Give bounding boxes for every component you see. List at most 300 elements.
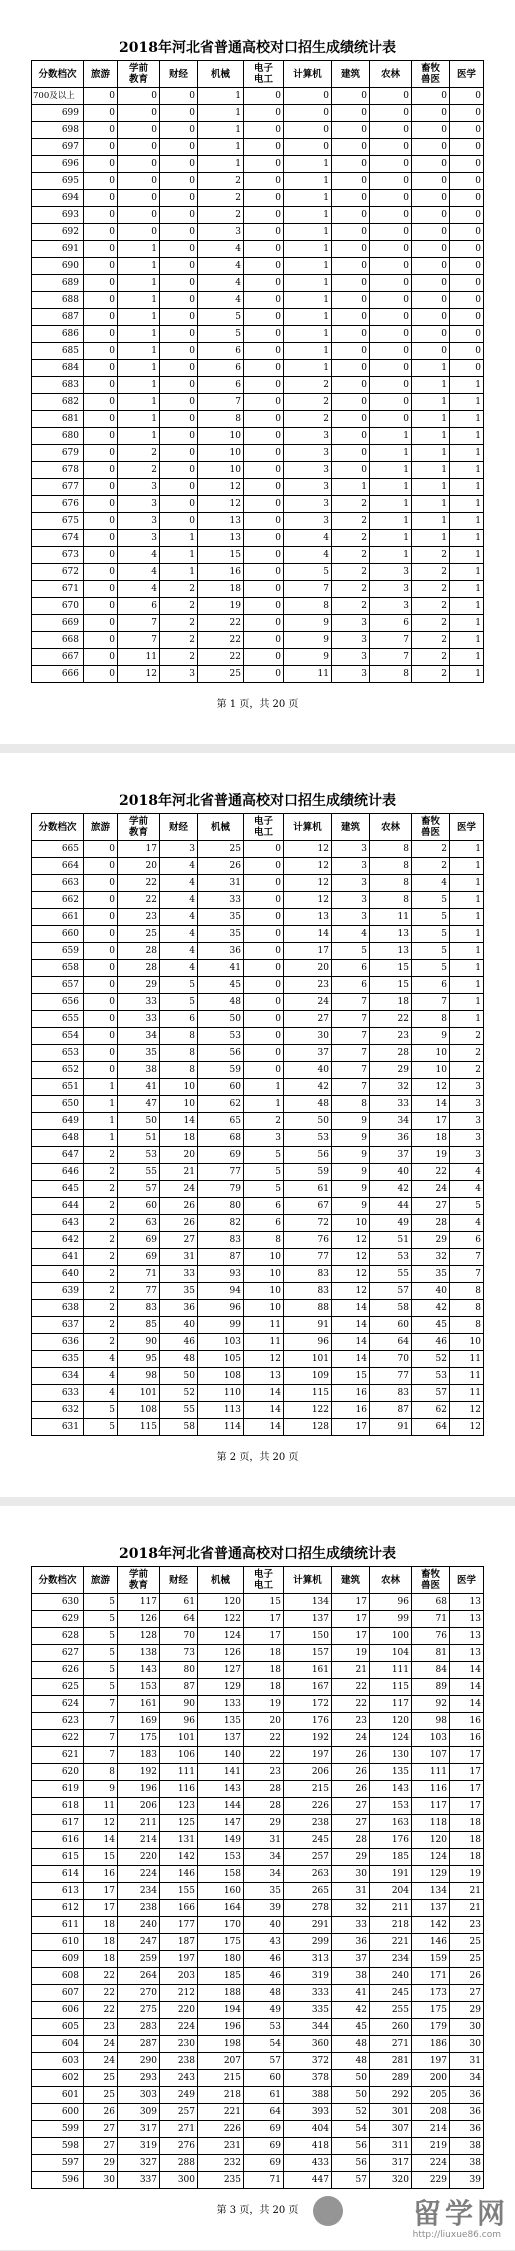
count-cell: 8 [370,841,412,858]
count-cell: 71 [244,2172,284,2189]
count-cell: 26 [84,2104,118,2121]
count-cell: 16 [332,1385,370,1402]
count-cell: 4 [160,875,198,892]
count-cell: 1 [84,1079,118,1096]
score-cell: 684 [32,360,84,377]
count-cell: 138 [118,1645,160,1662]
score-cell: 608 [32,1968,84,1985]
count-cell: 0 [84,173,118,190]
table-row [32,428,484,445]
count-cell: 159 [412,1951,450,1968]
count-cell: 7 [450,1249,484,1266]
score-table [31,813,484,1436]
count-cell: 6 [198,377,244,394]
count-cell: 29 [244,1815,284,1832]
score-cell: 651 [32,1079,84,1096]
table-row [32,190,484,207]
count-cell: 0 [412,156,450,173]
table-row [32,2155,484,2172]
count-cell: 37 [284,1045,332,1062]
table-row [32,1198,484,1215]
page-title: 2018年河北省普通高校对口招生成绩统计表 [119,1546,396,1562]
score-cell: 657 [32,977,84,994]
count-cell: 1 [160,564,198,581]
count-cell: 3 [284,462,332,479]
count-cell: 50 [198,1011,244,1028]
count-cell: 3 [450,1130,484,1147]
count-cell: 0 [412,309,450,326]
count-cell: 36 [198,943,244,960]
count-cell: 360 [284,2036,332,2053]
document-page [0,753,515,1497]
count-cell: 275 [118,2002,160,2019]
count-cell: 61 [284,1181,332,1198]
table-row [32,1764,484,1781]
count-cell: 0 [370,258,412,275]
count-cell: 61 [244,2087,284,2104]
count-cell: 0 [84,892,118,909]
count-cell: 0 [244,139,284,156]
count-cell: 158 [198,1866,244,1883]
count-cell: 20 [284,960,332,977]
table-row [32,2138,484,2155]
count-cell: 58 [370,1300,412,1317]
count-cell: 36 [450,2087,484,2104]
count-cell: 288 [160,2155,198,2172]
count-cell: 5 [450,1198,484,1215]
count-cell: 5 [84,1594,118,1611]
count-cell: 5 [284,564,332,581]
count-cell: 100 [370,1628,412,1645]
count-cell: 41 [198,960,244,977]
count-cell: 18 [84,1951,118,1968]
score-cell: 643 [32,1215,84,1232]
count-cell: 82 [198,1215,244,1232]
count-cell: 247 [118,1934,160,1951]
count-cell: 0 [84,858,118,875]
count-cell: 59 [284,1164,332,1181]
column-header: 计算机 [284,1567,332,1594]
count-cell: 14 [450,1679,484,1696]
count-cell: 4 [160,909,198,926]
count-cell: 0 [332,343,370,360]
count-cell: 319 [284,1968,332,1985]
table-row [32,841,484,858]
score-cell: 632 [32,1402,84,1419]
count-cell: 29 [370,1062,412,1079]
count-cell: 183 [118,1747,160,1764]
count-cell: 265 [284,1883,332,1900]
count-cell: 60 [118,1198,160,1215]
score-cell: 656 [32,994,84,1011]
count-cell: 87 [160,1679,198,1696]
count-cell: 0 [332,139,370,156]
count-cell: 28 [118,960,160,977]
table-row [32,858,484,875]
score-cell: 670 [32,598,84,615]
count-cell: 36 [160,1300,198,1317]
count-cell: 447 [284,2172,332,2189]
count-cell: 418 [284,2138,332,2155]
count-cell: 0 [332,445,370,462]
count-cell: 27 [84,2121,118,2138]
table-row [32,564,484,581]
count-cell: 163 [370,1815,412,1832]
count-cell: 3 [450,1113,484,1130]
count-cell: 33 [118,1011,160,1028]
count-cell: 6 [244,1215,284,1232]
count-cell: 0 [332,190,370,207]
table-row [32,513,484,530]
table-row [32,615,484,632]
count-cell: 91 [370,1419,412,1436]
count-cell: 0 [370,88,412,105]
count-cell: 164 [198,1900,244,1917]
count-cell: 1 [118,275,160,292]
count-cell: 1 [412,513,450,530]
count-cell: 215 [284,1781,332,1798]
count-cell: 17 [284,943,332,960]
count-cell: 57 [244,2053,284,2070]
count-cell: 0 [160,479,198,496]
count-cell: 0 [332,394,370,411]
count-cell: 1 [370,547,412,564]
score-cell: 695 [32,173,84,190]
count-cell: 1 [118,411,160,428]
count-cell: 30 [450,2036,484,2053]
count-cell: 172 [284,1696,332,1713]
count-cell: 0 [370,377,412,394]
score-cell: 700及以上 [32,88,84,105]
count-cell: 124 [370,1730,412,1747]
count-cell: 1 [118,394,160,411]
count-cell: 45 [198,977,244,994]
count-cell: 6 [370,615,412,632]
score-cell: 620 [32,1764,84,1781]
count-cell: 2 [198,207,244,224]
count-cell: 7 [284,581,332,598]
count-cell: 313 [284,1951,332,1968]
count-cell: 77 [284,1249,332,1266]
count-cell: 48 [160,1351,198,1368]
count-cell: 17 [450,1781,484,1798]
count-cell: 0 [370,326,412,343]
table-row [32,105,484,122]
count-cell: 65 [198,1113,244,1130]
count-cell: 7 [332,1045,370,1062]
count-cell: 311 [370,2138,412,2155]
count-cell: 104 [370,1645,412,1662]
count-cell: 13 [450,1628,484,1645]
table-row [32,394,484,411]
count-cell: 5 [244,1181,284,1198]
count-cell: 108 [198,1368,244,1385]
count-cell: 8 [450,1317,484,1334]
count-cell: 1 [450,411,484,428]
score-cell: 679 [32,445,84,462]
table-row [32,2053,484,2070]
count-cell: 56 [198,1045,244,1062]
count-cell: 60 [370,1317,412,1334]
count-cell: 234 [118,1883,160,1900]
count-cell: 34 [450,2070,484,2087]
count-cell: 166 [160,1900,198,1917]
count-cell: 12 [284,875,332,892]
count-cell: 71 [118,1266,160,1283]
table-row [32,530,484,547]
count-cell: 135 [198,1713,244,1730]
count-cell: 3 [160,666,198,683]
table-row [32,292,484,309]
count-cell: 2 [332,530,370,547]
count-cell: 1 [198,139,244,156]
count-cell: 50 [332,2070,370,2087]
score-cell: 600 [32,2104,84,2121]
score-cell: 639 [32,1283,84,1300]
count-cell: 4 [450,1215,484,1232]
table-row [32,1747,484,1764]
count-cell: 69 [118,1249,160,1266]
count-cell: 30 [84,2172,118,2189]
count-cell: 118 [412,1815,450,1832]
count-cell: 0 [118,88,160,105]
table-row [32,1079,484,1096]
count-cell: 0 [84,241,118,258]
count-cell: 4 [198,241,244,258]
score-cell: 618 [32,1798,84,1815]
count-cell: 3 [450,1096,484,1113]
count-cell: 0 [332,462,370,479]
count-cell: 3 [160,841,198,858]
table-row [32,1045,484,1062]
count-cell: 8 [450,1283,484,1300]
count-cell: 8 [284,598,332,615]
count-cell: 13 [198,530,244,547]
count-cell: 8 [332,1096,370,1113]
count-cell: 3 [118,479,160,496]
score-cell: 685 [32,343,84,360]
count-cell: 6 [198,343,244,360]
count-cell: 0 [84,564,118,581]
count-cell: 1 [284,360,332,377]
count-cell: 0 [412,190,450,207]
count-cell: 0 [370,309,412,326]
count-cell: 24 [84,2053,118,2070]
count-cell: 124 [412,1849,450,1866]
count-cell: 0 [160,428,198,445]
count-cell: 3 [332,615,370,632]
count-cell: 200 [412,2070,450,2087]
count-cell: 0 [84,994,118,1011]
count-cell: 1 [198,156,244,173]
count-cell: 0 [84,960,118,977]
count-cell: 46 [160,1334,198,1351]
count-cell: 23 [118,909,160,926]
score-cell: 641 [32,1249,84,1266]
count-cell: 6 [198,360,244,377]
count-cell: 191 [370,1866,412,1883]
count-cell: 134 [412,1883,450,1900]
score-cell: 660 [32,926,84,943]
count-cell: 5 [160,977,198,994]
count-cell: 142 [412,1917,450,1934]
count-cell: 117 [370,1696,412,1713]
count-cell: 3 [332,632,370,649]
count-cell: 2 [118,445,160,462]
count-cell: 155 [160,1883,198,1900]
count-cell: 0 [160,275,198,292]
count-cell: 19 [450,1866,484,1883]
count-cell: 0 [450,241,484,258]
count-cell: 91 [284,1317,332,1334]
count-cell: 1 [450,530,484,547]
count-cell: 13 [198,513,244,530]
count-cell: 69 [244,2121,284,2138]
count-cell: 129 [198,1679,244,1696]
table-row [32,598,484,615]
count-cell: 131 [160,1832,198,1849]
count-cell: 3 [118,513,160,530]
count-cell: 4 [284,547,332,564]
count-cell: 22 [118,875,160,892]
count-cell: 1 [450,377,484,394]
count-cell: 99 [198,1317,244,1334]
count-cell: 0 [84,275,118,292]
score-cell: 631 [32,1419,84,1436]
count-cell: 56 [284,1147,332,1164]
count-cell: 0 [244,547,284,564]
count-cell: 2 [84,1300,118,1317]
count-cell: 1 [284,190,332,207]
count-cell: 23 [450,1917,484,1934]
count-cell: 259 [118,1951,160,1968]
count-cell: 0 [412,292,450,309]
count-cell: 0 [244,207,284,224]
count-cell: 4 [450,1181,484,1198]
count-cell: 0 [450,275,484,292]
table-row [32,2019,484,2036]
count-cell: 17 [450,1798,484,1815]
count-cell: 1 [450,615,484,632]
count-cell: 0 [370,241,412,258]
count-cell: 48 [244,1985,284,2002]
count-cell: 7 [332,1028,370,1045]
table-row [32,1645,484,1662]
count-cell: 226 [198,2121,244,2138]
count-cell: 0 [332,241,370,258]
count-cell: 10 [244,1300,284,1317]
count-cell: 0 [160,122,198,139]
count-cell: 0 [244,394,284,411]
count-cell: 194 [198,2002,244,2019]
count-cell: 0 [160,513,198,530]
score-cell: 650 [32,1096,84,1113]
score-cell: 607 [32,1985,84,2002]
count-cell: 101 [284,1351,332,1368]
count-cell: 0 [370,292,412,309]
count-cell: 1 [412,462,450,479]
page-footer: 第 3 页，共 20 页 [216,2205,299,2216]
count-cell: 224 [118,1866,160,1883]
count-cell: 0 [160,139,198,156]
count-cell: 220 [160,2002,198,2019]
count-cell: 2 [84,1198,118,1215]
count-cell: 49 [370,1215,412,1232]
count-cell: 175 [412,2002,450,2019]
count-cell: 289 [370,2070,412,2087]
count-cell: 8 [450,1300,484,1317]
count-cell: 271 [160,2121,198,2138]
count-cell: 36 [370,1130,412,1147]
count-cell: 3 [332,841,370,858]
count-cell: 1 [450,394,484,411]
count-cell: 36 [332,1934,370,1951]
count-cell: 1 [450,598,484,615]
score-cell: 626 [32,1662,84,1679]
score-cell: 613 [32,1883,84,1900]
count-cell: 0 [160,394,198,411]
count-cell: 18 [450,1849,484,1866]
score-cell: 673 [32,547,84,564]
count-cell: 2 [412,649,450,666]
score-cell: 605 [32,2019,84,2036]
count-cell: 0 [332,207,370,224]
score-cell: 667 [32,649,84,666]
count-cell: 21 [332,1662,370,1679]
count-cell: 372 [284,2053,332,2070]
count-cell: 106 [160,1747,198,1764]
count-cell: 22 [84,1985,118,2002]
count-cell: 13 [370,926,412,943]
count-cell: 170 [198,1917,244,1934]
count-cell: 68 [412,1594,450,1611]
count-cell: 38 [450,2138,484,2155]
count-cell: 46 [244,1968,284,1985]
count-cell: 53 [370,1249,412,1266]
count-cell: 215 [198,2070,244,2087]
count-cell: 153 [370,1798,412,1815]
count-cell: 0 [118,173,160,190]
count-cell: 0 [450,258,484,275]
table-row [32,1232,484,1249]
count-cell: 2 [84,1249,118,1266]
count-cell: 4 [118,564,160,581]
count-cell: 50 [332,2087,370,2104]
count-cell: 1 [244,1079,284,1096]
table-row [32,547,484,564]
column-header: 学前 教育 [118,814,160,841]
count-cell: 0 [244,309,284,326]
count-cell: 0 [244,241,284,258]
count-cell: 2 [198,173,244,190]
count-cell: 0 [84,530,118,547]
column-header: 电子 电工 [244,814,284,841]
count-cell: 16 [84,1866,118,1883]
count-cell: 2 [84,1147,118,1164]
document-page [0,0,515,744]
score-cell: 610 [32,1934,84,1951]
count-cell: 31 [198,875,244,892]
table-row [32,326,484,343]
count-cell: 1 [160,547,198,564]
count-cell: 10 [160,1079,198,1096]
count-cell: 1 [284,173,332,190]
count-cell: 1 [284,156,332,173]
count-cell: 12 [332,1283,370,1300]
table-row [32,1300,484,1317]
count-cell: 22 [332,1696,370,1713]
table-row [32,1062,484,1079]
